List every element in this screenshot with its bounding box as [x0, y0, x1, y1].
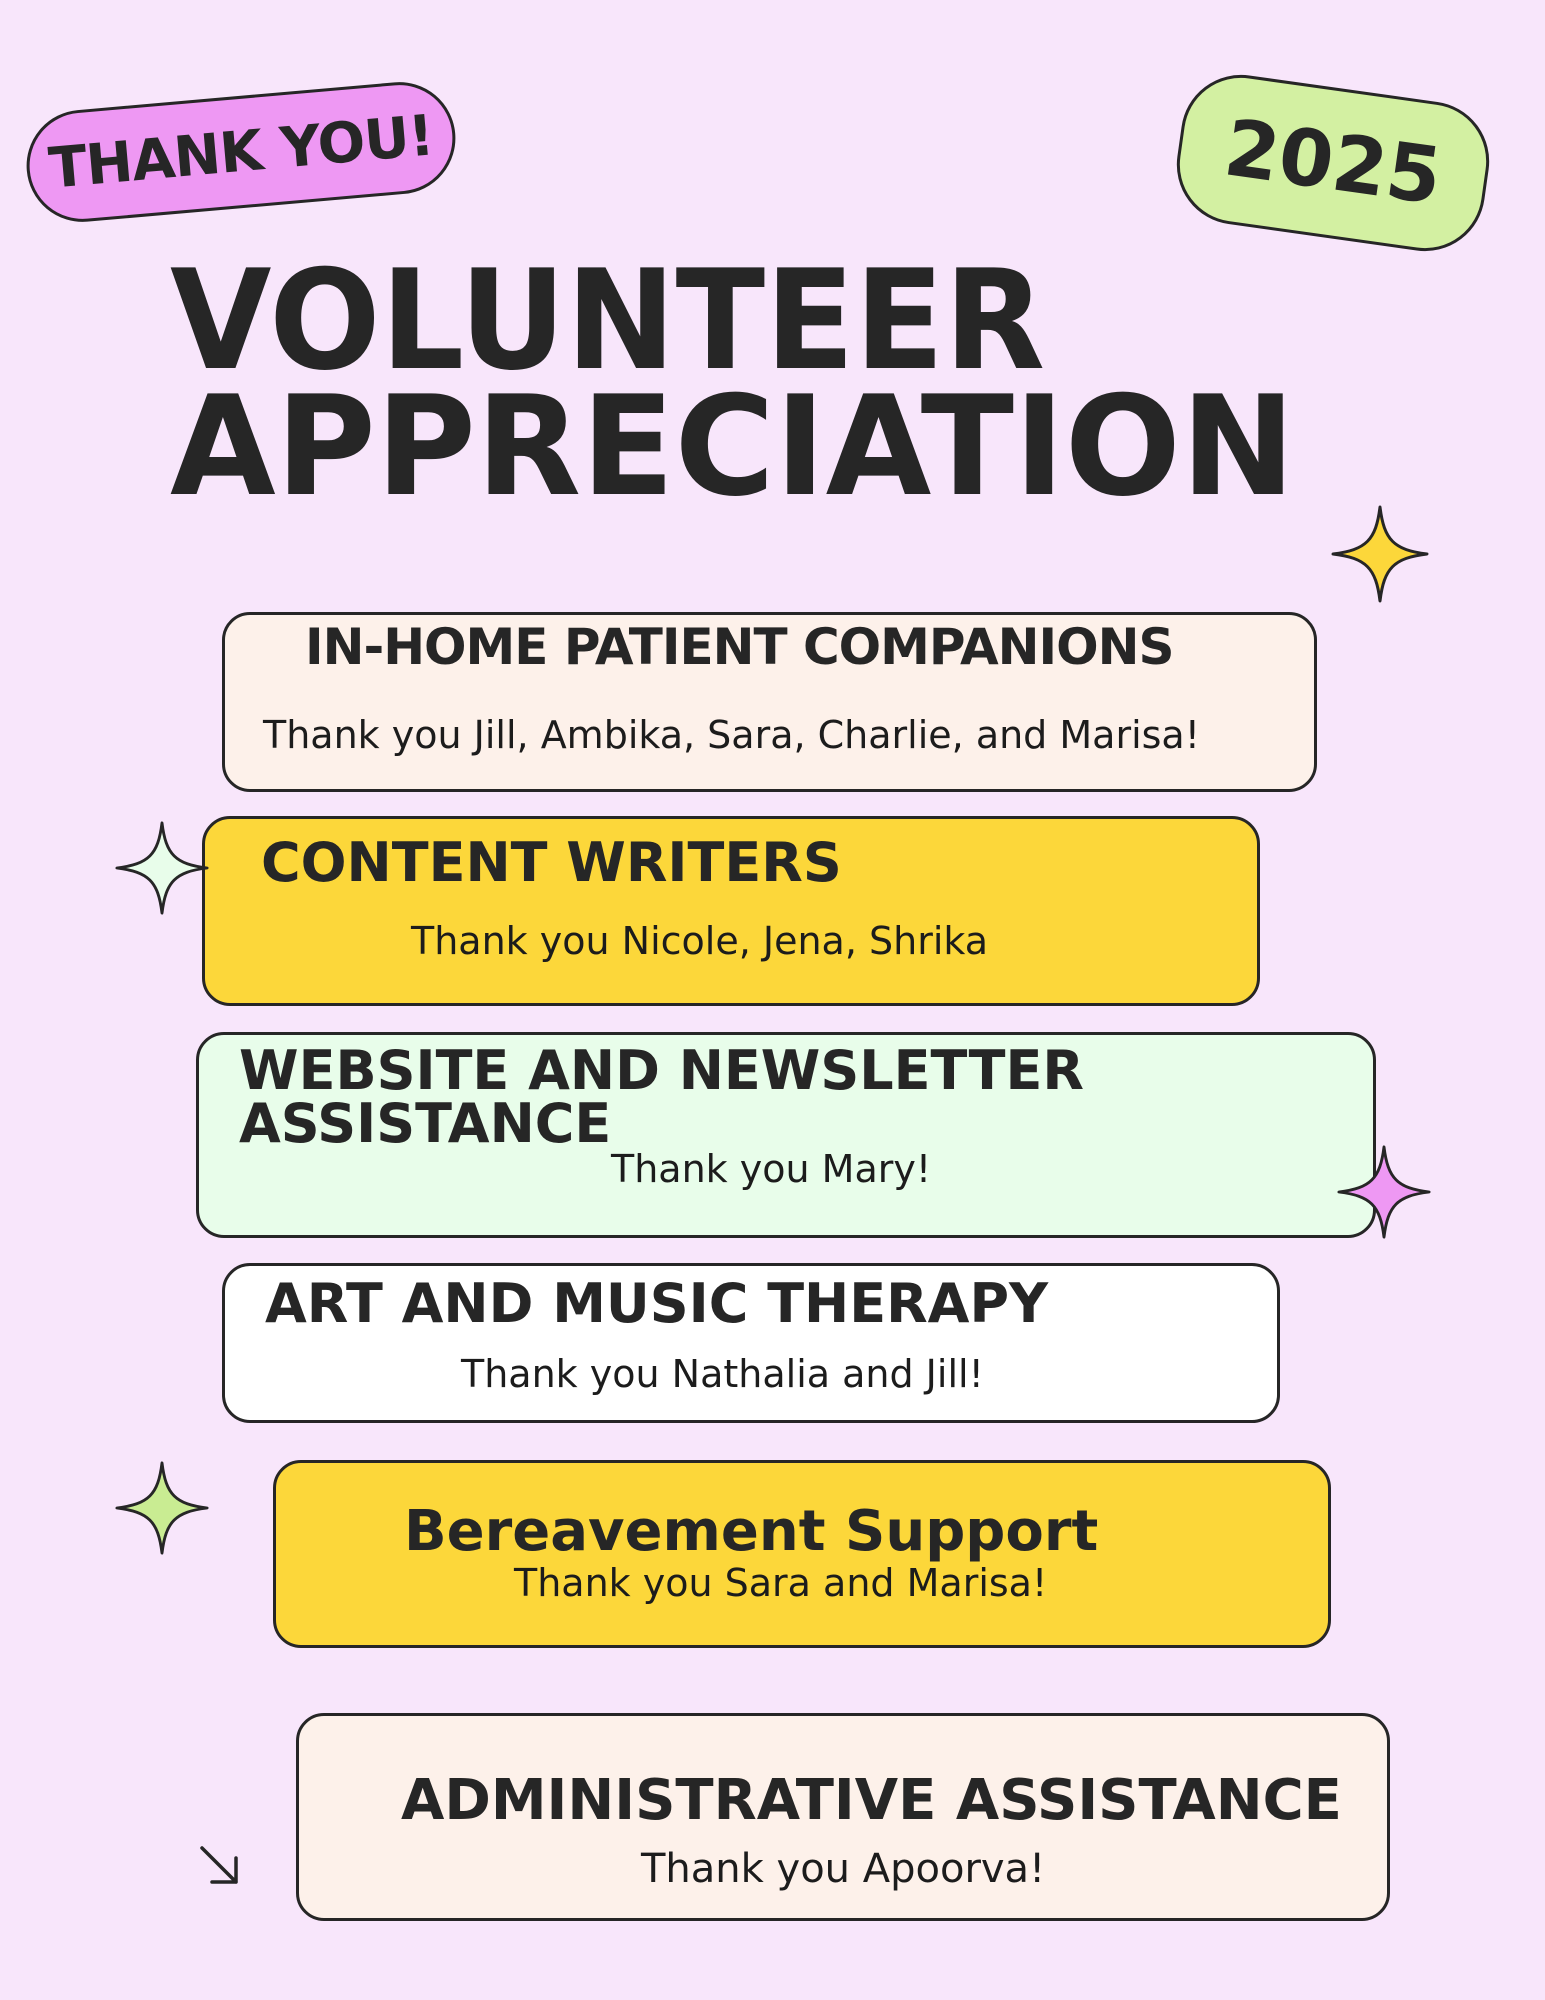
green-sparkle-icon: [114, 1460, 210, 1556]
group-title: CONTENT WRITERS: [261, 831, 842, 894]
group-card-administrative-assistance: [296, 1713, 1390, 1921]
group-title: IN-HOME PATIENT COMPANIONS: [305, 618, 1174, 676]
thank-you-badge-label: THANK YOU!: [46, 102, 436, 202]
group-message: Thank you Nicole, Jena, Shrika: [411, 919, 988, 963]
group-title: Bereavement Support: [404, 1499, 1099, 1564]
pink-sparkle-icon: [1336, 1144, 1432, 1240]
group-card-website-newsletter: [196, 1032, 1376, 1238]
yellow-sparkle-icon: [1330, 504, 1430, 604]
year-badge: [1169, 67, 1497, 259]
group-card-art-music-therapy: [222, 1263, 1280, 1423]
group-message: Thank you Apoorva!: [641, 1846, 1046, 1892]
group-title: WEBSITE AND NEWSLETTER ASSISTANCE: [239, 1039, 1084, 1155]
arrow-down-right-icon: [196, 1842, 244, 1890]
group-message: Thank you Jill, Ambika, Sara, Charlie, and Marisa!: [263, 713, 1200, 757]
headline-line-1: VOLUNTEER: [170, 240, 1046, 401]
year-badge-label: 2025: [1219, 103, 1447, 223]
group-card-in-home-companions: [222, 612, 1317, 792]
headline-line-2: APPRECIATION: [170, 366, 1296, 527]
thank-you-badge: [22, 77, 460, 226]
group-card-content-writers: [202, 816, 1260, 1006]
group-title: ART AND MUSIC THERAPY: [265, 1272, 1049, 1335]
group-message: Thank you Mary!: [611, 1147, 932, 1191]
mint-sparkle-icon: [114, 820, 210, 916]
group-title: ADMINISTRATIVE ASSISTANCE: [401, 1768, 1342, 1833]
group-message: Thank you Sara and Marisa!: [514, 1561, 1048, 1605]
group-message: Thank you Nathalia and Jill!: [461, 1352, 984, 1396]
group-card-bereavement-support: [273, 1460, 1331, 1648]
